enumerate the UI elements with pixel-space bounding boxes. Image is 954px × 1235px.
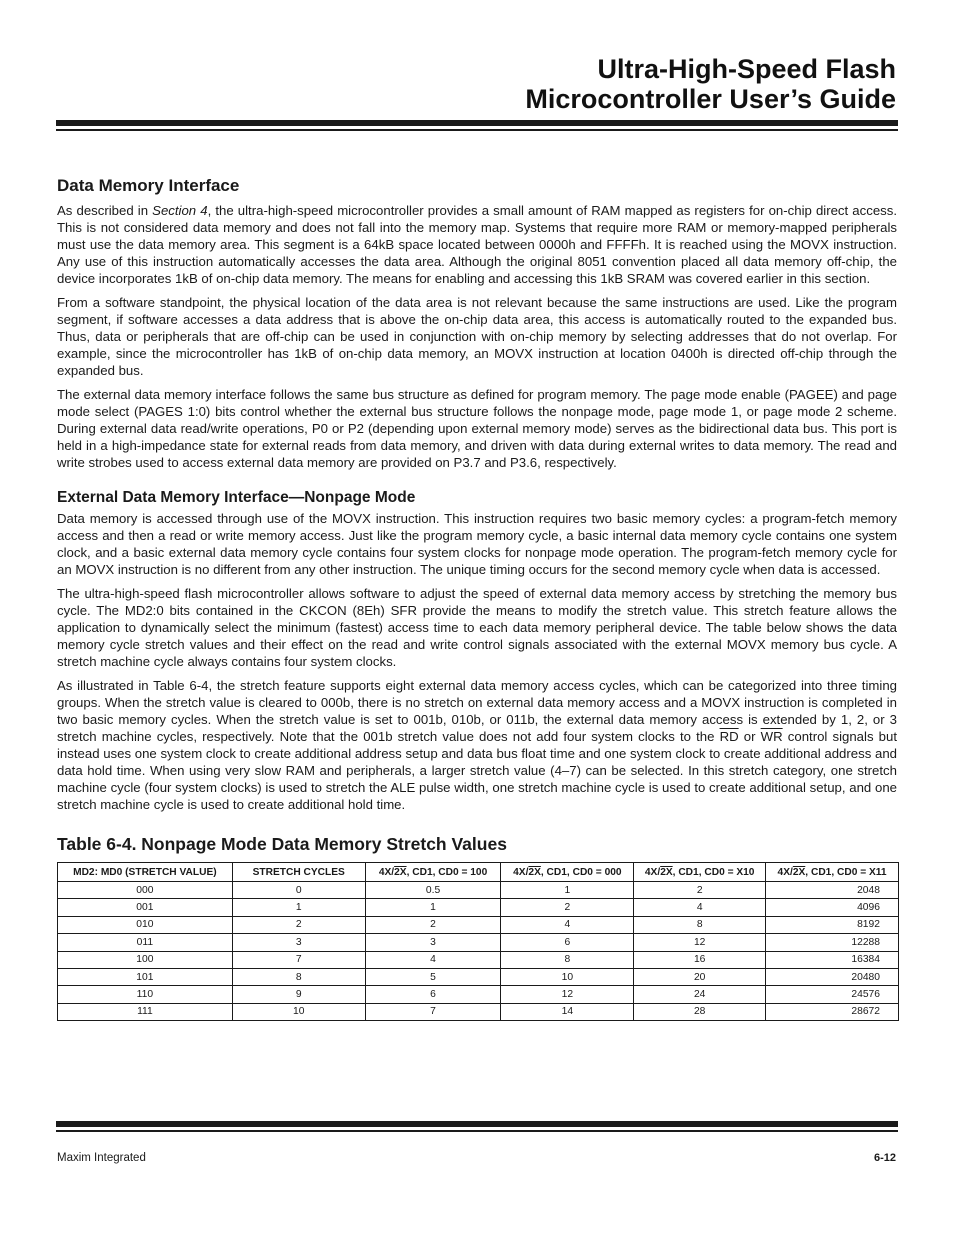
section-heading-nonpage-mode: External Data Memory Interface—Nonpage Mode bbox=[57, 489, 416, 506]
table-cell: 6 bbox=[365, 986, 501, 1003]
table-cell: 14 bbox=[501, 1003, 634, 1020]
table-cell: 9 bbox=[232, 986, 365, 1003]
table-cell: 0.5 bbox=[365, 882, 501, 899]
table-cell: 8 bbox=[232, 968, 365, 985]
table-cell: 7 bbox=[232, 951, 365, 968]
table-cell: 2 bbox=[232, 916, 365, 933]
section-heading-data-memory-interface: Data Memory Interface bbox=[57, 176, 240, 195]
table-cell: 2 bbox=[501, 899, 634, 916]
paragraph: As described in Section 4, the ultra-high-speed microcontroller provides a small amount of RAM mapped as registers for on-chip direct access. This is not considered data memory and does not fall into the memory map. Systems that require more RAM or memory-mapped peripherals must use the data memory area. This segment is a 64kB space located between 0000h and FFFFh. It is reached using the MOVX instruction. Any use of this instruction automatically accesses the data area. Although the original 8051 convention placed all data memory off-chip, the device incorporates 1kB of on-chip data memory. The means for enabling and accessing this 1kB SRAM was covered earlier in this section. bbox=[57, 203, 898, 286]
table-cell: 28 bbox=[634, 1003, 766, 1020]
paragraph: The ultra-high-speed flash microcontroller allows software to adjust the speed of external data memory access by stretching the memory bus cycle. The MD2:0 bits contained in the CKCON (8Eh) SFR provide the means to modify the stretch value. This stretch feature allows the application to dynamically select the minimum (fastest) access time to each data memory peripheral device. The table below shows the data memory cycle stretch values and their effect on the read and write control signals associated with the external MOVX memory bus cycle. A stretch machine cycle always contains four system clocks. bbox=[57, 586, 897, 669]
table-cell: 4 bbox=[634, 899, 766, 916]
table-cell: 10 bbox=[232, 1003, 365, 1020]
rd-signal: $\overline{RD}$ bbox=[719, 729, 739, 744]
table-cell: 6 bbox=[501, 934, 634, 951]
header-rule-thick bbox=[56, 120, 898, 126]
page-number: 6-12 bbox=[873, 1152, 896, 1164]
paragraph: The external data memory interface follows the same bus structure as defined for program memory. The page mode enable (PAGEE) and page mode select (PAGES 1:0) bits control whether the external bus structure follows the nonpage mode, page mode 1, or page mode 2 scheme. During external data read/write operations, P0 or P2 (depending upon external memory mode) serves as the bidirectional data bus. This port is held in a high-impedance state for external reads from data memory, and driven with data during external writes to data memory. The read and write strobes used to access external data memory are provided on P3.7 and P3.6, respectively. bbox=[57, 387, 897, 470]
table-row bbox=[58, 951, 899, 968]
main-content bbox=[57, 176, 897, 1021]
table-cell: 12 bbox=[501, 986, 634, 1003]
col-header-stretch-cycles: STRETCH CYCLES bbox=[232, 863, 365, 882]
table-cell: 1 bbox=[501, 882, 634, 899]
table-cell: 2048 bbox=[766, 882, 899, 899]
table-row bbox=[58, 934, 899, 951]
table-cell: 010 bbox=[58, 916, 233, 933]
table-cell: 000 bbox=[58, 882, 233, 899]
table-cell: 24 bbox=[634, 986, 766, 1003]
footer-company: Maxim Integrated bbox=[57, 1152, 146, 1164]
table-cell: 12 bbox=[634, 934, 766, 951]
table-cell: 16384 bbox=[766, 951, 899, 968]
title-line-2: Microcontroller User’s Guide bbox=[525, 84, 896, 114]
table-cell: 1 bbox=[365, 899, 501, 916]
paragraph: From a software standpoint, the physical location of the data area is not relevant because the same instructions are used. Like the program segment, if software accesses a data address that is above the on-chip data area, this access is automatically routed to the expanded bus. Thus, data or peripherals that are off-chip can be used in conjunction with on-chip memory by selecting addresses that do not overlap. For example, since the microcontroller has 1kB of on-chip data memory, an MOVX instruction at location 0400h is directed off-chip through the expanded bus. bbox=[57, 295, 897, 378]
table-row bbox=[58, 899, 899, 916]
table-row bbox=[58, 968, 899, 985]
table-cell: 8192 bbox=[766, 916, 899, 933]
table-cell: 20 bbox=[634, 968, 766, 985]
col-header-cd-000: 4X/2X, CD1, CD0 = 000 bbox=[501, 863, 634, 882]
table-cell: 4 bbox=[365, 951, 501, 968]
document-title bbox=[525, 54, 896, 114]
table-cell: 12288 bbox=[766, 934, 899, 951]
table-header-row bbox=[58, 863, 899, 882]
col-header-cd-100: 4X/2X, CD1, CD0 = 100 bbox=[365, 863, 501, 882]
section-reference: Section 4 bbox=[152, 203, 208, 218]
table-cell: 001 bbox=[58, 899, 233, 916]
col-header-stretch-value: MD2: MD0 (STRETCH VALUE) bbox=[58, 863, 233, 882]
table-cell: 4096 bbox=[766, 899, 899, 916]
header-rule-thin bbox=[56, 129, 898, 131]
table-cell: 100 bbox=[58, 951, 233, 968]
title-line-1: Ultra-High-Speed Flash bbox=[597, 54, 896, 84]
table-cell: 3 bbox=[365, 934, 501, 951]
table-cell: 101 bbox=[58, 968, 233, 985]
table-cell: 4 bbox=[501, 916, 634, 933]
table-cell: 20480 bbox=[766, 968, 899, 985]
table-cell: 8 bbox=[501, 951, 634, 968]
table-cell: 110 bbox=[58, 986, 233, 1003]
wr-signal: $\overline{WR}$ bbox=[760, 729, 783, 744]
table-cell: 2 bbox=[634, 882, 766, 899]
table-cell: 5 bbox=[365, 968, 501, 985]
table-cell: 16 bbox=[634, 951, 766, 968]
paragraph: As illustrated in Table 6-4, the stretch feature supports eight external data memory access cycles, which can be categorized into three timing groups. When the stretch value is cleared to 000b, there is no stretch on external data memory access and a MOVX instruction is completed in two basic memory cycles. When the stretch value is set to 001b, 010b, or 011b, the external data memory access is extended by 1, 2, or 3 stretch machine cycles, respectively. Note that the 001b stretch value does not add four system clocks to the $\overline{RD}$ or $\overline{WR}$ control signals but instead uses one system clock to create additional address setup and data bus float time and one system clock to create additional address and data hold time. When using very slow RAM and peripherals, a larger stretch value (4–7) can be selected. In this stretch category, one stretch machine cycle (four system clocks) is used to stretch the ALE pulse width, one stretch machine cycle is used to create additional setup, and one stretch machine cycle is used to create additional hold time. bbox=[57, 678, 898, 812]
table-cell: 7 bbox=[365, 1003, 501, 1020]
table-row bbox=[58, 882, 899, 899]
table-row bbox=[58, 986, 899, 1003]
table-row bbox=[58, 1003, 899, 1020]
footer-rule-thin bbox=[56, 1130, 898, 1132]
table-cell: 8 bbox=[634, 916, 766, 933]
col-header-cd-x10: 4X/2X, CD1, CD0 = X10 bbox=[634, 863, 766, 882]
stretch-values-table bbox=[57, 862, 899, 1021]
table-cell: 3 bbox=[232, 934, 365, 951]
paragraph: Data memory is accessed through use of the MOVX instruction. This instruction requires two basic memory cycles: a program-fetch memory access and then a read or write memory access. Just like the program memory cycle, a basic internal data memory cycle contains one system clock, and a basic external data memory cycle contains four system clocks for nonpage mode operation. The program-fetch memory cycle for an MOVX instruction is no different from any other instruction. The unique timing occurs for the second memory cycle when data is accessed. bbox=[57, 511, 897, 577]
table-row bbox=[58, 916, 899, 933]
col-header-cd-x11: 4X/2X, CD1, CD0 = X11 bbox=[766, 863, 899, 882]
table-cell: 2 bbox=[365, 916, 501, 933]
table-cell: 0 bbox=[232, 882, 365, 899]
table-cell: 24576 bbox=[766, 986, 899, 1003]
table-cell: 28672 bbox=[766, 1003, 899, 1020]
table-cell: 10 bbox=[501, 968, 634, 985]
table-cell: 1 bbox=[232, 899, 365, 916]
footer-rule-thick bbox=[56, 1121, 898, 1127]
table-cell: 111 bbox=[58, 1003, 233, 1020]
table-cell: 011 bbox=[58, 934, 233, 951]
table-title: Table 6-4. Nonpage Mode Data Memory Stretch Values bbox=[57, 834, 507, 854]
